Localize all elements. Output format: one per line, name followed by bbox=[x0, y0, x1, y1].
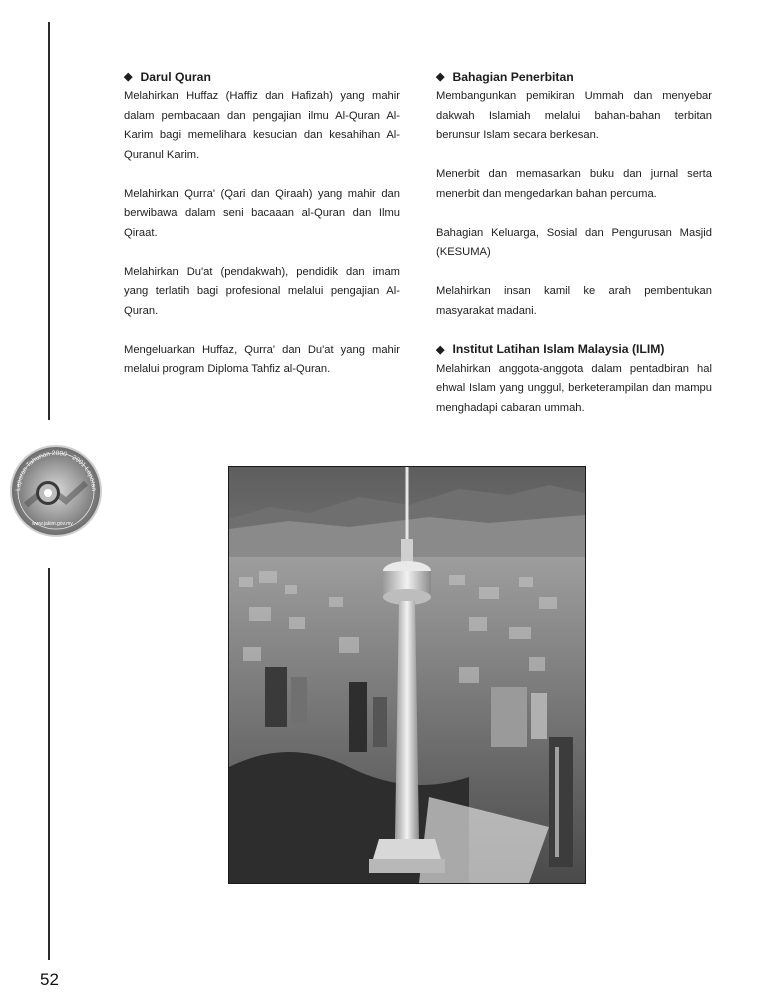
kl-tower-aerial-photo-icon bbox=[229, 467, 585, 883]
paragraph: Melahirkan Qurra' (Qari dan Qiraah) yang mahir dan berwibawa dalam seni bacaaan al-Quran dan Ilmu Qiraat. bbox=[124, 187, 400, 239]
section-heading-ilim bbox=[436, 341, 712, 360]
page-number: 52 bbox=[40, 970, 59, 989]
heading-text: Bahagian Penerbitan bbox=[452, 69, 574, 84]
paragraph: Melahirkan anggota-anggota dalam pentadbiran hal ehwal Islam yang unggul, berketerampilan dan mampu menghadapi cabaran ummah. bbox=[436, 362, 712, 414]
paragraph: Melahirkan insan kamil ke arah pembentukan masyarakat madani. bbox=[436, 285, 712, 317]
vertical-rule-bottom bbox=[48, 568, 50, 960]
heading-text: Darul Quran bbox=[140, 69, 211, 84]
kl-tower-photo bbox=[228, 466, 586, 884]
left-column bbox=[124, 68, 400, 399]
diamond-bullet-icon: ◆ bbox=[436, 343, 445, 356]
right-column bbox=[436, 68, 712, 438]
paragraph: Menerbit dan memasarkan buku dan jurnal serta menerbit dan mengedarkan bahan percuma. bbox=[436, 168, 712, 200]
section-heading-darul-quran bbox=[124, 68, 400, 87]
heading-text: Institut Latihan Islam Malaysia (ILIM) bbox=[452, 342, 665, 357]
cd-url-text: www.jakim.gov.my bbox=[32, 521, 73, 527]
paragraph: Melahirkan Du'at (pendakwah), pendidik dan imam yang terlatih bagi profesional melalui pengajian Al-Quran. bbox=[124, 265, 400, 317]
vertical-rule-top bbox=[48, 22, 50, 420]
paragraph: Bahagian Keluarga, Sosial dan Pengurusan Masjid (KESUMA) bbox=[436, 226, 712, 258]
paragraph: Melahirkan Huffaz (Haffiz dan Hafizah) yang mahir dalam pembacaan dan pengajian ilmu Al-Quran Al-Karim bagi memelihara kesucian dan kesahihan Al-Quranul Karim. bbox=[124, 90, 400, 161]
paragraph: Mengeluarkan Huffaz, Qurra' dan Du'at yang mahir melalui program Diploma Tahfiz al-Quran. bbox=[124, 343, 400, 375]
paragraph: Membangunkan pemikiran Ummah dan menyebar dakwah Islamiah melalui bahan-bahan terbitan berunsur Islam secara berkesan. bbox=[436, 90, 712, 141]
cd-disc-icon bbox=[8, 443, 104, 539]
diamond-bullet-icon: ◆ bbox=[124, 71, 133, 83]
diamond-bullet-icon: ◆ bbox=[436, 71, 445, 83]
cd-arc-text: Laporan Tahunan 2000 · 2001 Laporan bbox=[14, 449, 98, 492]
section-heading-penerbitan bbox=[436, 68, 712, 87]
